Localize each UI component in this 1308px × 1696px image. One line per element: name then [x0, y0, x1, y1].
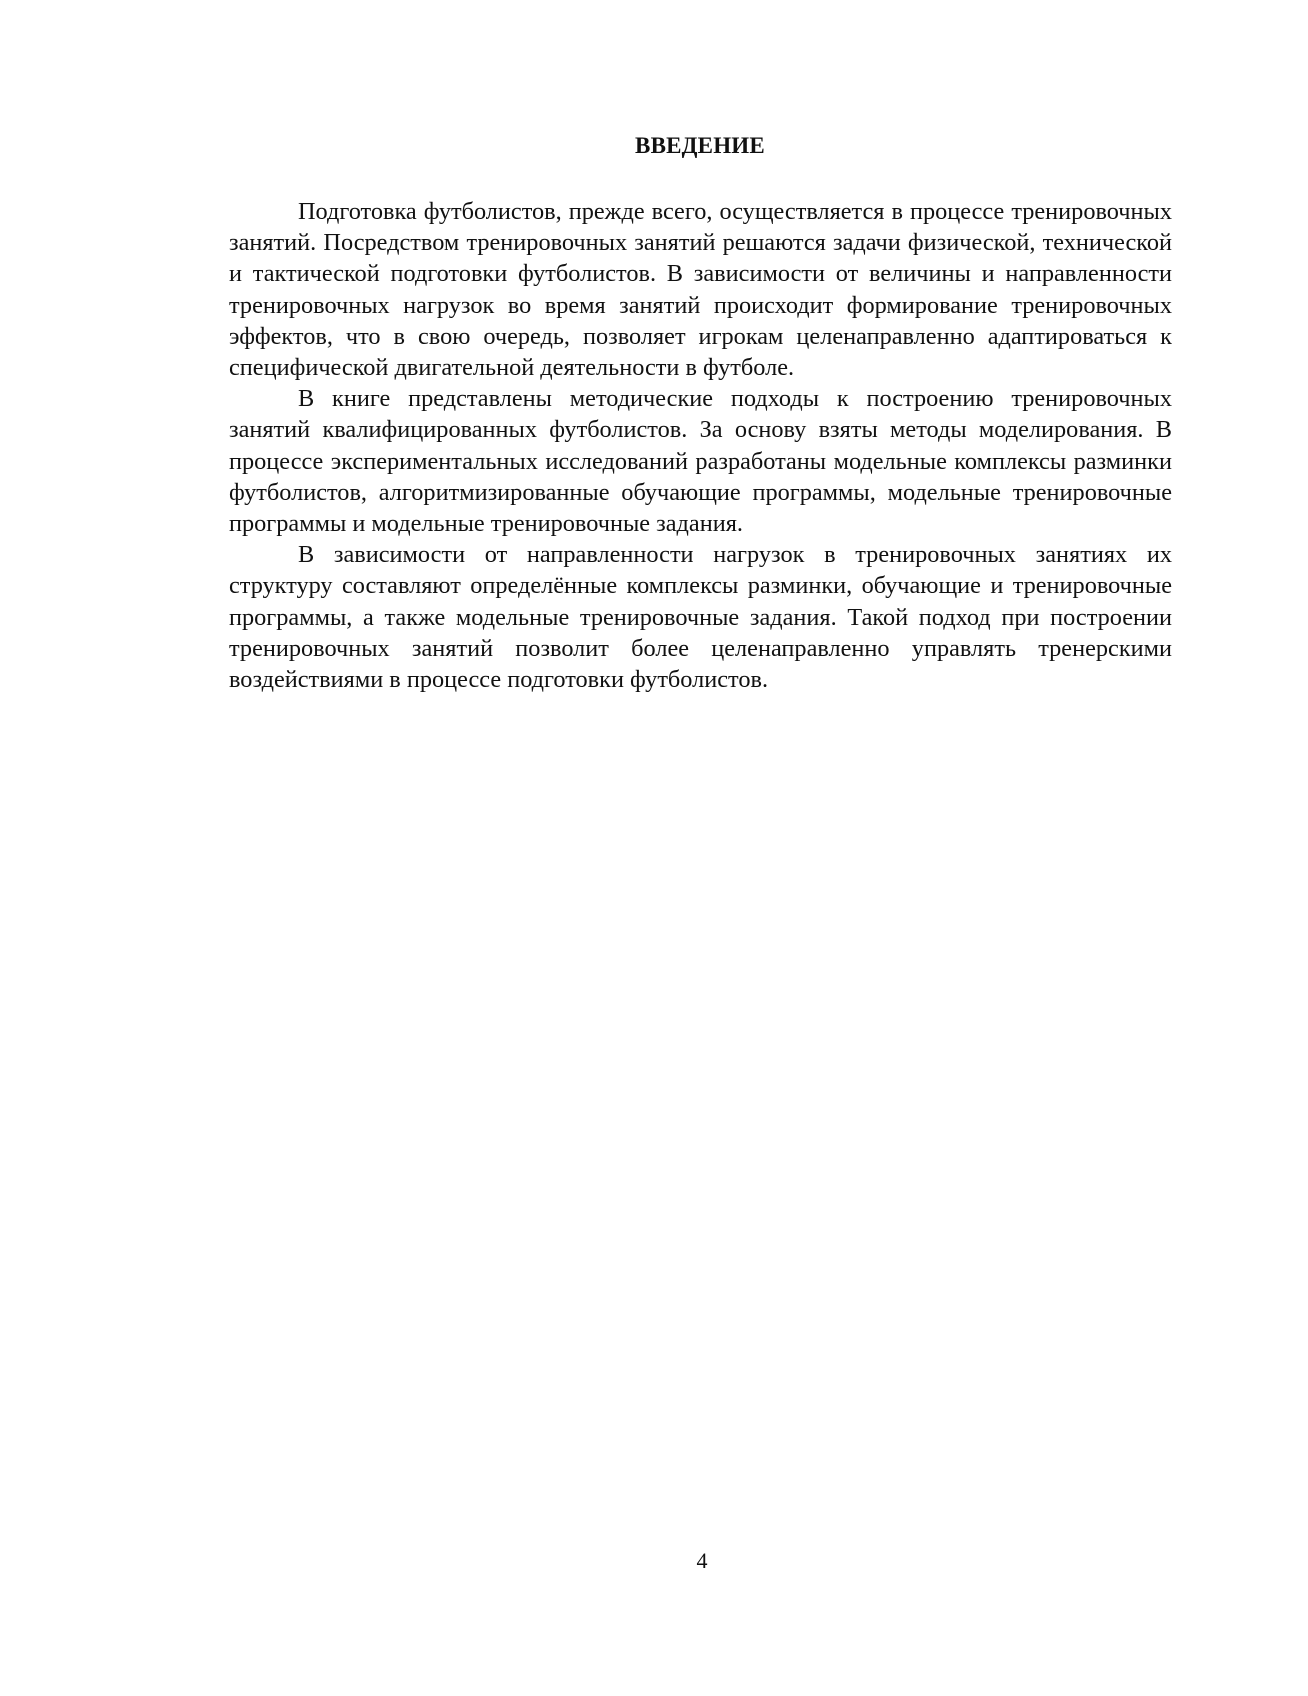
page-number: 4 — [696, 1548, 708, 1573]
paragraph-1: Подготовка футболистов, прежде всего, осуществляется в процессе тренировочных занятий. Посредством тренировочных занятий решаются задачи физической, технической и тактической подготовки футболистов. В зависимости от величины и направленности тренировочных нагрузок во время занятий происходит формирование тренировочных эффектов, что в свою очередь, позволяет игрокам целенаправленно адаптироваться к специфической двигательной деятельности в футболе. — [229, 198, 1172, 382]
body-text — [229, 196, 1172, 695]
paragraph-2: В книге представлены методические подходы к построению тренировочных занятий квалифицированных футболистов. За основу взяты методы моделирования. В процессе экспериментальных исследований разработаны модельные комплексы разминки футболистов, алгоритмизированные обучающие программы, модельные тренировочные программы и модельные тренировочные задания. — [229, 385, 1172, 538]
page-title: ВВЕДЕНИЕ — [635, 133, 765, 158]
paragraph-3: В зависимости от направленности нагрузок в тренировочных занятиях их структуру составляют определённые комплексы разминки, обучающие и тренировочные программы, а также модельные тренировочные задания. Такой подход при построении тренировочных занятий позволит более целенаправленно управлять тренерскими воздействиями в процессе подготовки футболистов. — [229, 541, 1172, 694]
